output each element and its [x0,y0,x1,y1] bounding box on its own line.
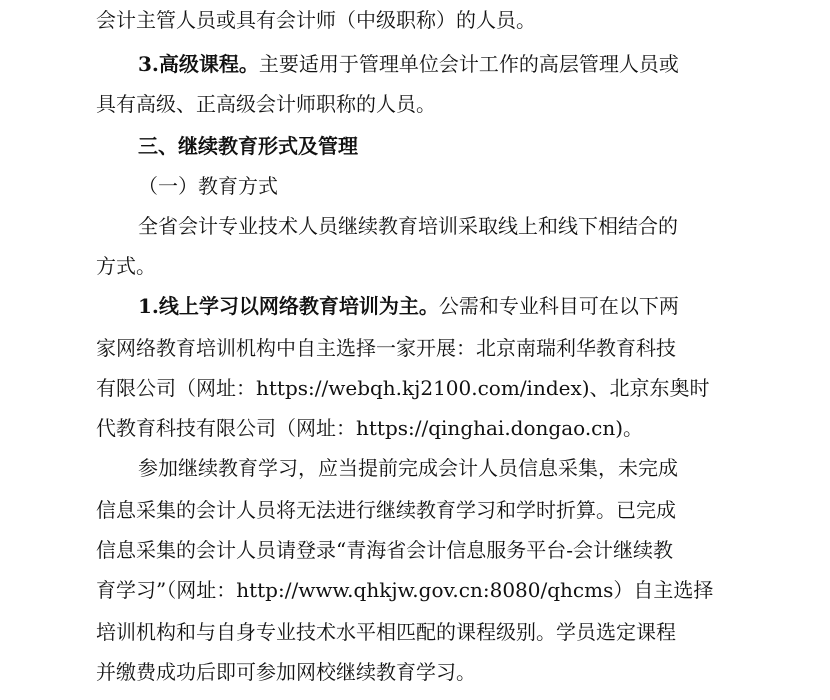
text-line: 并缴费成功后即可参加网校继续教育学习。 [96,660,476,684]
text-line: 方式。 [96,254,156,278]
text-line: 培训机构和与自身专业技术水平相匹配的课程级别。学员选定课程 [96,620,676,644]
text-line: 信息采集的会计人员请登录“青海省会计信息服务平台-会计继续教 [96,538,673,562]
text-line: 具有高级、正高级会计师职称的人员。 [96,92,436,116]
section-heading: 三、继续教育形式及管理 [138,134,358,158]
item-text: 公需和专业科目可在以下两 [438,294,679,318]
subsection-heading: （一）教育方式 [138,174,278,198]
text-line: 育学习”（网址：http://www.qhkjw.gov.cn:8080/qhcms）自主选择 [96,578,714,602]
item-title: 3.高级课程。 [138,52,259,76]
text-line: 家网络教育培训机构中自主选择一家开展：北京南瑞利华教育科技 [96,336,676,360]
text-line: 有限公司（网址：https://webqh.kj2100.com/index)、北京东奥时 [96,376,710,400]
paragraph-advanced-course [138,50,679,78]
item-text: 主要适用于管理单位会计工作的高层管理人员或 [258,52,679,76]
paragraph-online-learning [138,292,679,320]
text-line: 全省会计专业技术人员继续教育培训采取线上和线下相结合的 [138,214,678,238]
text-line: 会计主管人员或具有会计师（中级职称）的人员。 [96,8,536,32]
text-line: 信息采集的会计人员将无法进行继续教育学习和学时折算。已完成 [96,498,676,522]
text-line: 代教育科技有限公司（网址：https://qinghai.dongao.cn)。 [96,416,644,440]
text-line: 参加继续教育学习，应当提前完成会计人员信息采集，未完成 [138,456,678,480]
item-title: 1.线上学习以网络教育培训为主。 [138,294,439,318]
